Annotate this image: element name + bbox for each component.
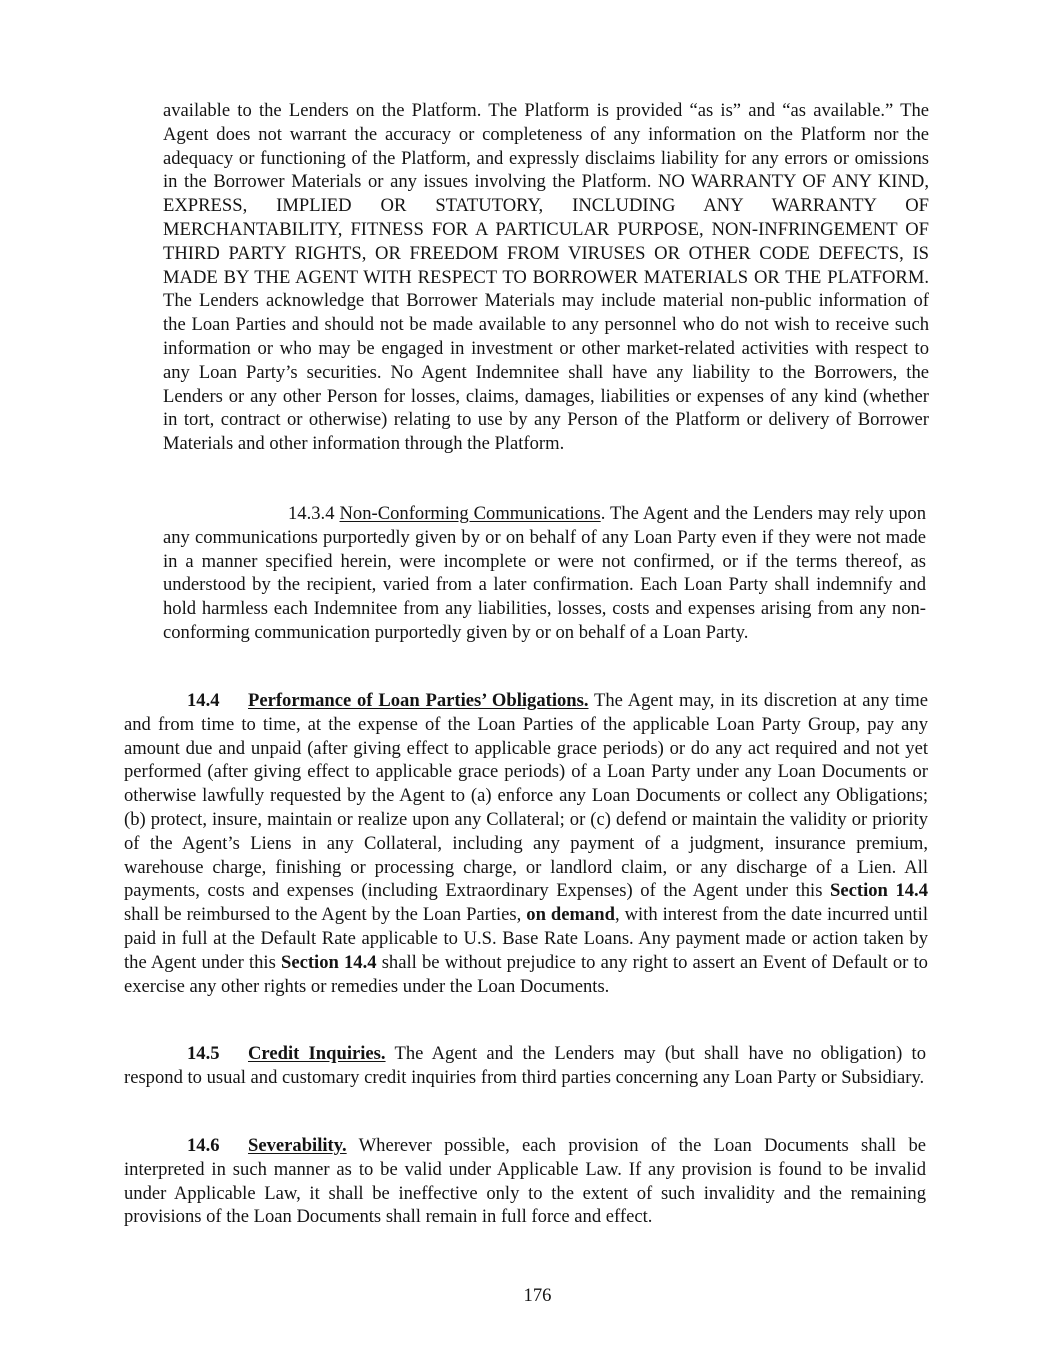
section-14-4-text-1: The Agent may, in its discretion at any time and from time to time, at the expense of the Loan Parties of the applicable Loan Party Group, pay any amount due and unpaid (after giving effect to applicable grace periods) or do any act required and not yet performed (after giving effect to applicable grace periods) of a Loan Party under any Loan Documents or otherwise lawfully requested by the Agent to (a) enforce any Loan Documents or collect any Obligations; (b) protect, insure, maintain or realize upon any Collateral; or (c) defend or maintain the validity or priority of the Agent’s Liens in any Collateral, including any payment of a judgment, insurance premium, warehouse charge, finishing or processing charge, or landlord claim, or any discharge of a Lien. All payments, costs and expenses (including Extraordinary Expenses) of the Agent under this	[124, 690, 928, 902]
section-14-5-text: The Agent and the Lenders may (but shall have no obligation) to respond to usual and customary credit inquiries from third parties concerning any Loan Party or Subsidiary.	[124, 1043, 926, 1088]
section-14-4-text-4: shall be without prejudice to any right to assert an Event of Default or to exercise any other rights or remedies under the Loan Documents.	[124, 951, 928, 997]
page-number: 176	[523, 1285, 552, 1306]
section-14-6-heading: Severability.	[248, 1135, 347, 1156]
section-14-6-text: Wherever possible, each provision of the Loan Documents shall be interpreted in such manner as to be valid under Applicable Law. If any provision is found to be invalid under Applicable Law, it shall be ineffective only to the extent of such invalidity and the remaining provisions of the Loan Documents shall remain in full force and effect.	[124, 1135, 926, 1228]
section-14-4-number: 14.4	[187, 690, 220, 711]
section-14-5-heading: Credit Inquiries.	[248, 1043, 386, 1064]
continuation-text: available to the Lenders on the Platform. The Platform is provided “as is” and “as available.” The Agent does not warrant the accuracy or completeness of any information on the Platform nor the adequacy or functioning of the Platform, and expressly disclaims liability for any errors or omissions in the Borrower Materials or any issues involving the Platform. NO WARRANTY OF ANY KIND, EXPRESS, IMPLIED OR STATUTORY, INCLUDING ANY WARRANTY OF MERCHANTABILITY, FITNESS FOR A PARTICULAR PURPOSE, NON-INFRINGEMENT OF THIRD PARTY RIGHTS, OR FREEDOM FROM VIRUSES OR OTHER CODE DEFECTS, IS MADE BY THE AGENT WITH RESPECT TO BORROWER MATERIALS OR THE PLATFORM. The Lenders acknowledge that Borrower Materials may include material non-public information of the Loan Parties and should not be made available to any personnel who do not wish to receive such information or who may be engaged in investment or other market-related activities with respect to any Loan Party’s securities. No Agent Indemnitee shall have any liability to the Borrowers, the Lenders or any other Person for losses, claims, damages, liabilities or expenses of any kind (whether in tort, contract or otherwise) relating to use by any Person of the Platform or delivery of Borrower Materials and other information through the Platform.	[163, 100, 929, 455]
section-14-4-text-3: , with interest from the date incurred until paid in full at the Default Rate applicable to U.S. Base Rate Loans. Any payment made or action taken by the Agent under this	[124, 904, 928, 973]
section-14-3-4-heading: Non-Conforming Communications	[339, 503, 601, 524]
section-14-4-paragraph	[124, 689, 928, 998]
continuation-paragraph	[163, 99, 929, 456]
section-14-5-number: 14.5	[187, 1043, 220, 1064]
section-14-6-number: 14.6	[187, 1135, 220, 1156]
section-14-4-reference-2: Section 14.4	[280, 951, 377, 973]
section-14-4-heading: Performance of Loan Parties’ Obligations.	[248, 690, 589, 711]
section-14-4-reference-1: Section 14.4	[830, 880, 928, 902]
section-14-5-paragraph	[124, 1042, 926, 1090]
section-14-3-4-text: . The Agent and the Lenders may rely upon any communications purportedly given by or on behalf of any Loan Party even if they were not made in a manner specified herein, were incomplete or were not confirmed, or if the terms thereof, as understood by the recipient, varied from a later confirmation. Each Loan Party shall indemnify and hold harmless each Indemnitee from any liabilities, losses, costs and expenses arising from any non-conforming communication purportedly given by or on behalf of a Loan Party.	[163, 503, 926, 643]
section-14-3-4-paragraph	[163, 502, 926, 645]
section-14-3-4-number: 14.3.4	[288, 503, 335, 524]
section-14-4-text-2: shall be reimbursed to the Agent by the Loan Parties,	[124, 904, 527, 926]
section-14-6-paragraph	[124, 1134, 926, 1229]
section-14-4-emphasis: on demand	[526, 904, 615, 926]
